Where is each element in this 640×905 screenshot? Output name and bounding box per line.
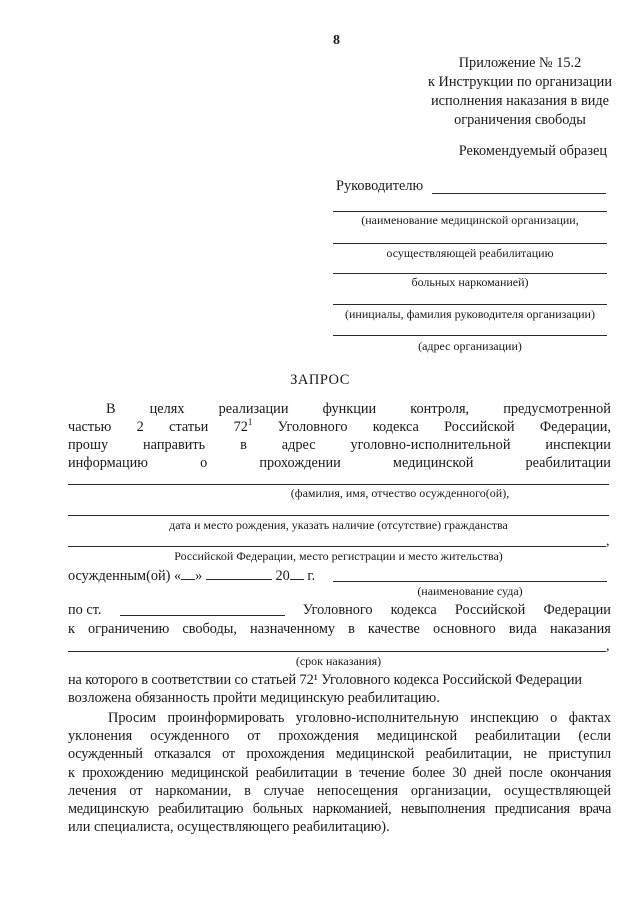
obligation-line-2: возложена обязанность пройти медицинскую реабилитацию.	[68, 690, 440, 706]
intro-line-1: В целях реализации функции контроля, предусмотренной	[106, 401, 611, 417]
sentence-date-line: осужденным(ой) « » 20 г.	[68, 568, 316, 584]
obligation-line-1: на которого в соответствии со статьей 72¹ Уголовного кодекса Российской Федерации	[68, 672, 582, 688]
org-name-caption: (наименование медицинской организации,	[361, 213, 579, 227]
head-initials-field[interactable]	[333, 304, 607, 305]
sentence-term-caption: (срок наказания)	[295, 654, 382, 668]
sample-label: Рекомендуемый образец	[458, 143, 607, 159]
sentence-line: к ограничению свободы, назначенному в качестве основного вида наказания	[68, 621, 611, 637]
appendix-line: исполнения наказания в виде	[430, 93, 610, 109]
request-line: или специалиста, осуществляющего реабилитацию).	[68, 819, 390, 835]
org-name-field-1[interactable]	[333, 211, 607, 212]
comma: ,	[606, 534, 610, 549]
month-field[interactable]	[206, 566, 272, 580]
day-field[interactable]	[181, 566, 195, 580]
intro-line-2: частью 2 статьи $72^1$ Уголовного кодекса Российской Федерации,	[68, 417, 611, 435]
request-line: к прохождению медицинской реабилитации в течение более 30 дней после окончания	[68, 765, 611, 781]
sentence-term-field[interactable]	[68, 651, 606, 652]
org-rehab-caption: осуществляющей реабилитацию	[386, 246, 554, 260]
document-title: ЗАПРОС	[290, 372, 350, 388]
org-address-field[interactable]	[333, 335, 607, 336]
recipient-name-field[interactable]	[432, 193, 606, 194]
request-line: медицинскую реабилитацию больных наркоманией, невыполнения предписания врача	[68, 801, 611, 817]
request-line: Просим проинформировать уголовно-исполнительную инспекцию о фактах	[108, 710, 611, 726]
appendix-line: к Инструкции по организации	[428, 74, 612, 90]
org-patients-caption: больных наркоманией)	[411, 275, 529, 289]
head-initials-caption: (инициалы, фамилия руководителя организации)	[345, 307, 595, 321]
article-number: $72^1$	[233, 417, 253, 435]
court-name-field[interactable]	[333, 581, 607, 582]
appendix-header	[410, 54, 630, 130]
convict-fio-field[interactable]	[68, 484, 609, 485]
request-line: осужденный отказался от прохождения медицинской реабилитации, не приступил	[68, 746, 611, 762]
convict-citizenship-field[interactable]	[68, 546, 606, 547]
org-name-field-3[interactable]	[333, 273, 607, 274]
page-number: 8	[333, 33, 340, 48]
appendix-line: Приложение № 15.2	[458, 55, 582, 71]
comma: ,	[606, 639, 610, 654]
convict-fio-caption: (фамилия, имя, отчество осужденного(ой),	[290, 486, 510, 500]
appendix-line: ограничения свободы	[454, 112, 586, 128]
article-line: по ст. Уголовного кодекса Российской Федерации	[68, 602, 611, 618]
court-name-caption: (наименование суда)	[417, 584, 523, 598]
article-field[interactable]	[120, 602, 285, 616]
convict-birth-caption: дата и место рождения, указать наличие (отсутствие) гражданства	[169, 518, 508, 532]
intro-line-3: прошу направить в адрес уголовно-исполнительной инспекции	[68, 437, 611, 453]
convict-citizenship-caption: Российской Федерации, место регистрации и место жительства)	[174, 549, 503, 563]
intro-line-4: информацию о прохождении медицинской реабилитации	[68, 455, 611, 471]
org-name-field-2[interactable]	[333, 243, 607, 244]
request-line: лечения от наркомании, в случае непосещения организации, осуществляющей	[68, 783, 611, 799]
request-line: уклонения осужденного от прохождения медицинской реабилитации (если	[68, 728, 611, 744]
org-address-caption: (адрес организации)	[418, 339, 522, 353]
year-field[interactable]	[290, 566, 304, 580]
convict-birth-field[interactable]	[68, 515, 609, 516]
recipient-label: Руководителю	[336, 178, 424, 194]
